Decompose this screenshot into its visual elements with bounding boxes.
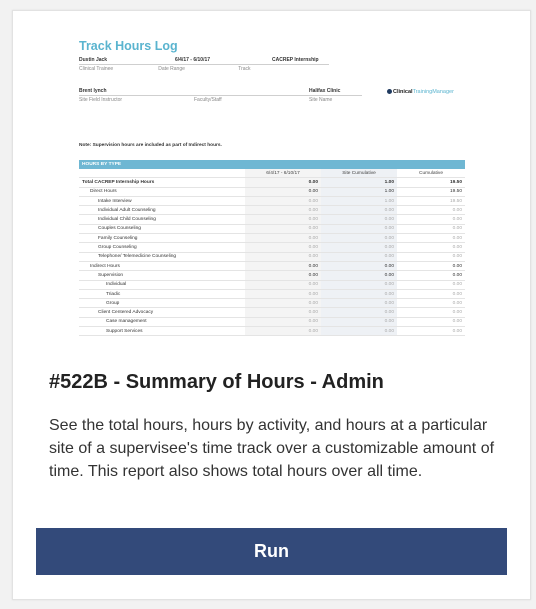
row-value: 0.00: [397, 252, 465, 261]
report-card: [12, 10, 531, 600]
table-band-header: HOURS BY TYPE: [79, 160, 465, 169]
table-row: [79, 243, 465, 252]
row-value: 0.00: [245, 252, 321, 261]
preview-track: CACREP Internship: [272, 57, 319, 63]
row-value: 0.00: [321, 261, 397, 270]
row-label: Total CACREP Internship Hours: [79, 178, 245, 187]
table-row: [79, 271, 465, 280]
table-row: [79, 206, 465, 215]
row-value: 0.00: [245, 289, 321, 298]
row-label: Direct Hours: [79, 187, 245, 196]
preview-row-site-labels: [79, 95, 362, 104]
table-row: [79, 187, 465, 196]
table-row: [79, 299, 465, 308]
table-row: [79, 252, 465, 261]
row-value: 0.00: [245, 187, 321, 196]
run-button[interactable]: Run: [36, 528, 507, 575]
row-value: 0.00: [245, 308, 321, 317]
preview-date-range: 6/4/17 - 6/10/17: [175, 57, 211, 63]
row-value: 0.00: [321, 243, 397, 252]
preview-title: Track Hours Log: [79, 39, 178, 53]
row-value: 0.00: [321, 252, 397, 261]
row-label: Supervision: [79, 271, 245, 280]
row-value: 0.00: [245, 261, 321, 270]
row-value: 1.00: [321, 196, 397, 205]
row-label: Client Centered Advocacy: [79, 308, 245, 317]
table-row: [79, 261, 465, 270]
table-row: [79, 215, 465, 224]
row-label: Couples Counseling: [79, 224, 245, 233]
row-value: 1.00: [321, 178, 397, 187]
row-value: 0.00: [321, 317, 397, 326]
row-label: Group: [79, 299, 245, 308]
row-value: 0.00: [245, 215, 321, 224]
row-value: 0.00: [397, 308, 465, 317]
row-value: 19.50: [397, 196, 465, 205]
row-value: 0.00: [321, 327, 397, 336]
row-value: 0.00: [321, 308, 397, 317]
row-value: 0.00: [397, 280, 465, 289]
preview-site-name: Halifax Clinic: [309, 88, 341, 94]
preview-row-trainee: [79, 57, 465, 64]
row-value: 0.00: [397, 327, 465, 336]
row-value: 0.00: [397, 271, 465, 280]
report-preview-thumbnail: [79, 39, 465, 351]
row-label: Intake Interview: [79, 196, 245, 205]
row-label: Individual Child Counseling: [79, 215, 245, 224]
preview-row-trainee-labels: [79, 64, 329, 73]
row-label: Telephone/ Telemedicine Counseling: [79, 252, 245, 261]
row-label: Individual: [79, 280, 245, 289]
preview-instructor-name: Brent lynch: [79, 88, 107, 94]
preview-label: Site Field Instructor: [79, 96, 123, 103]
row-value: 0.00: [321, 224, 397, 233]
row-value: 0.00: [245, 206, 321, 215]
row-value: 0.00: [397, 215, 465, 224]
table-row: [79, 196, 465, 205]
row-value: 0.00: [397, 299, 465, 308]
column-header: Cumulative: [397, 169, 465, 178]
row-value: 0.00: [245, 196, 321, 205]
row-value: 0.00: [397, 261, 465, 270]
row-value: 0.00: [397, 224, 465, 233]
row-label: Triadic: [79, 289, 245, 298]
row-value: 0.00: [245, 178, 321, 187]
clinical-training-manager-logo: ClinicalTrainingManager: [387, 89, 454, 95]
preview-label: Site Name: [309, 96, 333, 103]
row-value: 0.00: [245, 327, 321, 336]
table-row: [79, 280, 465, 289]
preview-trainee-name: Dustin Jack: [79, 57, 108, 63]
logo-icon: [387, 89, 392, 94]
row-value: 0.00: [321, 206, 397, 215]
row-value: 0.00: [397, 206, 465, 215]
table-row: [79, 234, 465, 243]
row-label: Group Counseling: [79, 243, 245, 252]
row-value: 19.50: [397, 187, 465, 196]
table-row: [79, 178, 465, 187]
row-label: Support Services: [79, 327, 245, 336]
row-value: 0.00: [397, 234, 465, 243]
row-value: 0.00: [245, 271, 321, 280]
row-value: 0.00: [245, 224, 321, 233]
table-row: [79, 308, 465, 317]
row-value: 0.00: [397, 243, 465, 252]
row-value: 0.00: [321, 234, 397, 243]
preview-label: Faculty/Staff: [194, 96, 222, 103]
table-row: [79, 224, 465, 233]
row-value: 0.00: [397, 317, 465, 326]
row-value: 0.00: [245, 234, 321, 243]
hours-by-type-table: [79, 160, 465, 336]
row-value: 0.00: [245, 299, 321, 308]
row-value: 0.00: [321, 289, 397, 298]
preview-label: Clinical Trainee: [79, 65, 114, 72]
row-value: 0.00: [245, 243, 321, 252]
row-value: 0.00: [245, 317, 321, 326]
column-header: Site Cumulative: [321, 169, 397, 178]
row-value: 0.00: [397, 289, 465, 298]
table-row: [79, 327, 465, 336]
preview-label: Track: [238, 65, 251, 72]
row-value: 0.00: [321, 280, 397, 289]
row-label: Indirect Hours: [79, 261, 245, 270]
preview-note: Note: Supervision hours are included as part of Indirect hours.: [79, 143, 222, 148]
row-value: 1.00: [321, 187, 397, 196]
row-label: Family Counseling: [79, 234, 245, 243]
row-value: 0.00: [245, 280, 321, 289]
report-description: See the total hours, hours by activity, and hours at a particular site of a supervisee's time track over a customizable amount of time. This report also shows total hours over all time.: [49, 417, 495, 480]
report-title: #522B - Summary of Hours - Admin: [49, 371, 384, 393]
row-label: Individual Adult Counseling: [79, 206, 245, 215]
row-value: 19.50: [397, 178, 465, 187]
table-row: [79, 289, 465, 298]
table-column-headers: [79, 169, 465, 178]
table-row: [79, 317, 465, 326]
row-value: 0.00: [321, 215, 397, 224]
row-label: Case management: [79, 317, 245, 326]
row-value: 0.00: [321, 271, 397, 280]
row-value: 0.00: [321, 299, 397, 308]
column-header: 6/4/17 - 6/10/17: [245, 169, 321, 178]
preview-label: Date Range: [158, 65, 185, 72]
